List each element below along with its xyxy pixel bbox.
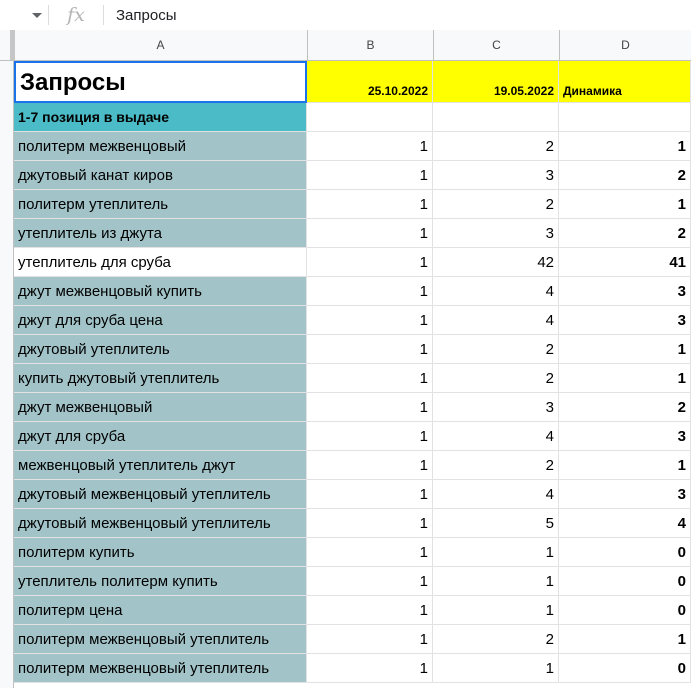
table-row: [14, 393, 691, 422]
cell-value-b[interactable]: 1: [307, 625, 433, 654]
cell-dynamics[interactable]: 2: [559, 219, 691, 248]
name-box-dropdown[interactable]: [0, 0, 48, 30]
row-header-strip: [0, 61, 14, 688]
column-header-b[interactable]: B: [308, 30, 434, 60]
cell-query[interactable]: политерм межвенцовый: [14, 132, 307, 161]
cell-section-label[interactable]: 1-7 позиция в выдаче: [14, 103, 307, 132]
cell-value-b[interactable]: 1: [307, 364, 433, 393]
cell-dynamics[interactable]: 1: [559, 335, 691, 364]
cell-dynamics[interactable]: 0: [559, 654, 691, 683]
cell-value-b[interactable]: 1: [307, 190, 433, 219]
cell-query[interactable]: политерм межвенцовый утеплитель: [14, 625, 307, 654]
cell-dynamics[interactable]: 2: [559, 393, 691, 422]
table-row: [14, 219, 691, 248]
table-row: [14, 654, 691, 683]
cell-value-c[interactable]: 4: [433, 422, 559, 451]
cell-empty[interactable]: [559, 103, 691, 132]
cell-dynamics[interactable]: 0: [559, 567, 691, 596]
cell-query[interactable]: джут для сруба цена: [14, 306, 307, 335]
cell-value-b[interactable]: 1: [307, 277, 433, 306]
cell-dynamics[interactable]: 0: [559, 596, 691, 625]
cell-value-c[interactable]: 3: [433, 393, 559, 422]
column-header-c[interactable]: C: [434, 30, 560, 60]
cell-query[interactable]: купить джутовый утеплитель: [14, 364, 307, 393]
cell-query[interactable]: политерм утеплитель: [14, 190, 307, 219]
cell-value-c[interactable]: 5: [433, 509, 559, 538]
cell-dynamics[interactable]: 0: [559, 538, 691, 567]
cell-dynamics[interactable]: 2: [559, 161, 691, 190]
cell-value-b[interactable]: 1: [307, 161, 433, 190]
cell-value-b[interactable]: 1: [307, 422, 433, 451]
cell-dynamics[interactable]: 4: [559, 509, 691, 538]
cell-value-c[interactable]: 1: [433, 654, 559, 683]
cell-query[interactable]: утеплитель политерм купить: [14, 567, 307, 596]
cell-query[interactable]: джутовый утеплитель: [14, 335, 307, 364]
column-header-a[interactable]: A: [14, 30, 308, 60]
table-row: [14, 248, 691, 277]
cell-query[interactable]: джутовый межвенцовый утеплитель: [14, 509, 307, 538]
cell-dynamics[interactable]: 41: [559, 248, 691, 277]
cell-value-c[interactable]: 2: [433, 451, 559, 480]
table-row: [14, 190, 691, 219]
cell-dynamics[interactable]: 3: [559, 422, 691, 451]
cell-query[interactable]: межвенцовый утеплитель джут: [14, 451, 307, 480]
fx-icon: fx: [67, 4, 85, 26]
formula-input[interactable]: Запросы: [116, 6, 177, 24]
cell-value-c[interactable]: 4: [433, 277, 559, 306]
cell-d1-dynamics[interactable]: Динамика: [559, 61, 691, 103]
table-row: [14, 567, 691, 596]
cell-a1-title[interactable]: Запросы: [14, 61, 307, 103]
cell-dynamics[interactable]: 1: [559, 364, 691, 393]
cell-value-c[interactable]: 2: [433, 132, 559, 161]
table-row: [14, 451, 691, 480]
cell-value-c[interactable]: 3: [433, 161, 559, 190]
table-row: [14, 509, 691, 538]
cell-value-b[interactable]: 1: [307, 219, 433, 248]
cell-value-c[interactable]: 3: [433, 219, 559, 248]
cell-query[interactable]: политерм купить: [14, 538, 307, 567]
cell-value-b[interactable]: 1: [307, 248, 433, 277]
cell-query[interactable]: джут межвенцовый купить: [14, 277, 307, 306]
cell-value-c[interactable]: 2: [433, 364, 559, 393]
column-header-d[interactable]: D: [621, 38, 630, 52]
cell-query[interactable]: утеплитель из джута: [14, 219, 307, 248]
cell-dynamics[interactable]: 3: [559, 306, 691, 335]
table-row: [14, 480, 691, 509]
cell-query[interactable]: политерм межвенцовый утеплитель: [14, 654, 307, 683]
header-row: [14, 61, 691, 103]
table-row: [14, 422, 691, 451]
frozen-divider[interactable]: [10, 30, 15, 60]
table-row: [14, 596, 691, 625]
cell-value-b[interactable]: 1: [307, 567, 433, 596]
cell-query[interactable]: джут для сруба: [14, 422, 307, 451]
cell-dynamics[interactable]: 3: [559, 277, 691, 306]
cell-empty[interactable]: [307, 103, 433, 132]
cell-value-b[interactable]: 1: [307, 451, 433, 480]
section-row: [14, 103, 691, 132]
table-row: [14, 306, 691, 335]
cell-dynamics[interactable]: 1: [559, 132, 691, 161]
column-header-row: [0, 30, 691, 61]
cell-query[interactable]: политерм цена: [14, 596, 307, 625]
cell-value-c[interactable]: 1: [433, 567, 559, 596]
cell-query[interactable]: джутовый канат киров: [14, 161, 307, 190]
cell-query[interactable]: утеплитель для сруба: [14, 248, 307, 277]
table-row: [14, 625, 691, 654]
chevron-down-icon: [32, 13, 42, 18]
cell-value-b[interactable]: 1: [307, 480, 433, 509]
table-row: [14, 161, 691, 190]
cell-c1-date[interactable]: 19.05.2022: [433, 61, 559, 103]
table-row: [14, 538, 691, 567]
cell-query[interactable]: джутовый межвенцовый утеплитель: [14, 480, 307, 509]
cell-empty[interactable]: [433, 103, 559, 132]
cell-value-c[interactable]: 42: [433, 248, 559, 277]
table-row: [14, 277, 691, 306]
cell-value-c[interactable]: 4: [433, 306, 559, 335]
cell-value-c[interactable]: 2: [433, 625, 559, 654]
table-row: [14, 132, 691, 161]
cell-value-c[interactable]: 2: [433, 335, 559, 364]
cell-dynamics[interactable]: 3: [559, 480, 691, 509]
cell-value-b[interactable]: 1: [307, 393, 433, 422]
cell-dynamics[interactable]: 1: [559, 190, 691, 219]
cell-value-b[interactable]: 1: [307, 306, 433, 335]
cell-b1-date[interactable]: 25.10.2022: [307, 61, 433, 103]
cell-value-b[interactable]: 1: [307, 596, 433, 625]
table-row: [14, 335, 691, 364]
cell-value-c[interactable]: 2: [433, 190, 559, 219]
cell-value-b[interactable]: 1: [307, 654, 433, 683]
cell-dynamics[interactable]: 1: [559, 451, 691, 480]
cell-query[interactable]: джут межвенцовый: [14, 393, 307, 422]
cell-value-b[interactable]: 1: [307, 538, 433, 567]
cell-value-c[interactable]: 1: [433, 596, 559, 625]
cell-value-c[interactable]: 1: [433, 538, 559, 567]
cell-value-b[interactable]: 1: [307, 335, 433, 364]
cell-value-c[interactable]: 4: [433, 480, 559, 509]
formula-bar: [0, 0, 691, 31]
cell-value-b[interactable]: 1: [307, 132, 433, 161]
table-row: [14, 364, 691, 393]
cell-value-b[interactable]: 1: [307, 509, 433, 538]
cell-dynamics[interactable]: 1: [559, 625, 691, 654]
